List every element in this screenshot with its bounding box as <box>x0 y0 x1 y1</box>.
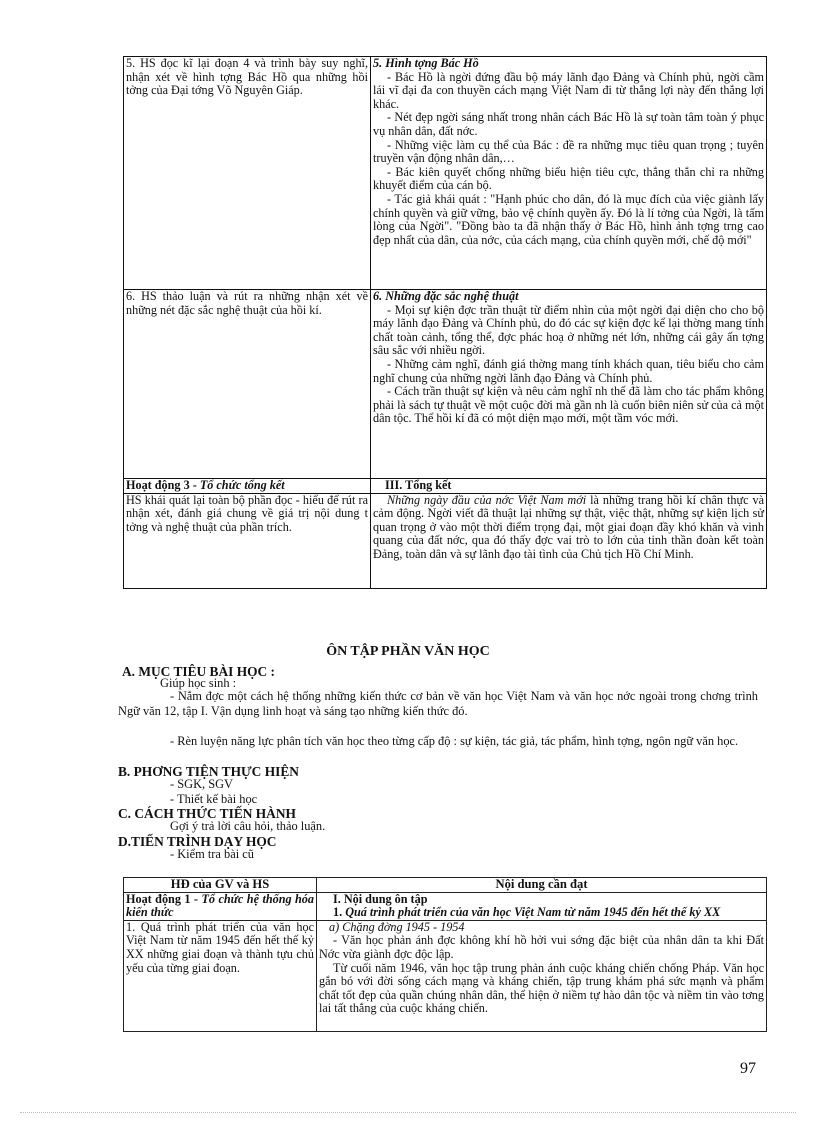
header-content: Nội dung cần đạt <box>317 878 767 893</box>
lesson-table-part1 <box>123 56 767 589</box>
page-footer-divider <box>20 1112 796 1113</box>
activity-text: HS khái quát lại toàn bộ phần đọc - hiểu để rút ra nhận xét, đánh giá chung về giá trị nội dung t tởng và nghệ thuật của phần trích. <box>126 492 368 534</box>
goal-paragraph: - Rèn luyện năng lực phân tích văn học theo từng cấp độ : sự kiện, tác giả, tác phẩm, hình tợng, ngôn ngữ văn học. <box>170 734 739 748</box>
content-heading: 5. Hình tợng Bác Hồ <box>373 56 479 70</box>
content-paragraph: - Bác Hồ là ngời đứng đầu bộ máy lãnh đạo Đảng và Chính phủ, ngời cầm lái vĩ đại đa con thuyền cách mạng Việt Nam đi từ thắng lợi này đến thắng lợi khác. <box>373 69 764 111</box>
page-number: 97 <box>740 1060 756 1077</box>
content-paragraph: - Cách trần thuật sự kiện và nêu cảm nghĩ nh thế đã làm cho tác phẩm không phải là sách tự thuật về một cuộc đời mà gần nh là cuốn biên niên sử của cả một dân tộc. Thể hồi kí đã có một diện mạo mới, một tầm vóc mới. <box>373 384 764 426</box>
table-row <box>124 493 767 588</box>
activity-cell <box>124 290 371 479</box>
activity-cell <box>124 493 371 588</box>
content-paragraph: - Mọi sự kiện đợc trần thuật từ điểm nhìn của một ngời đại diện cho cho bộ máy lãnh đạo Đảng và Chính phủ, do đó các sự kiện đợc kể lại thờng mang tính chất toàn cảnh, tổng thể, đợc phác hoạ ở những nét lớn, những cái gây ấn tợng sâu sắc với nhiều ngời. <box>373 302 764 358</box>
content-cell <box>371 290 767 479</box>
table-row <box>124 892 767 920</box>
section-a-heading: A. MỤC TIÊU BÀI HỌC : <box>122 664 276 679</box>
activity-heading-cell <box>124 479 371 494</box>
method-line: Gợi ý trả lời câu hỏi, thảo luận. <box>170 819 326 833</box>
work-title: Những ngày đầu của nớc Việt Nam mới <box>387 492 587 507</box>
content-paragraph: - Bác kiên quyết chống những biểu hiện tiêu cực, thẳng thắn chỉ ra những khuyết điểm của cán bộ. <box>373 164 764 193</box>
table-row <box>124 57 767 290</box>
activity-heading-italic: Tổ chức hệ thống hóa kiến thức <box>126 891 314 920</box>
section-c-heading: C. CÁCH THỨC TIẾN HÀNH <box>118 806 296 821</box>
table-row <box>124 920 767 1031</box>
section-b-heading: B. PHƠNG TIỆN THỰC HIỆN <box>118 764 299 779</box>
section-d-heading: D.TIẾN TRÌNH DẠY HỌC <box>118 834 277 849</box>
content-cell <box>371 493 767 588</box>
page-title: ÔN TẬP PHẦN VĂN HỌC <box>326 644 490 659</box>
resource-item: - Thiết kế bài học <box>170 792 258 806</box>
procedure-line: - Kiểm tra bài cũ <box>170 847 254 861</box>
stage-heading: a) Chặng đờng 1945 - 1954 <box>329 919 465 934</box>
activity-heading-italic: Tổ chức tổng kết <box>199 478 285 492</box>
content-paragraph: - Những cảm nghĩ, đánh giá thờng mang tính khách quan, tiêu biểu cho cảm nghĩ chung của những ngời lãnh đạo Đảng và Chính phủ. <box>373 356 764 385</box>
activity-text: 1. Quá trình phát triển của văn học Việt Nam từ năm 1945 đến hết thế kỷ XX những giai đoạn và thành tựu chủ yếu của từng giai đoạn. <box>126 919 314 975</box>
summary-text: là những trang hồi kí chân thực và cảm động. Ngời viết đã thuật lại những sự thật, việc thật, những sự kiện lịch sử quan trọng ở vào một thời điểm trọng đại, một giai đoạn đầy khó khăn và vinh quang của đất nớc, qua đó thấy đợc vai trò to lớn của tinh thần đoàn kết toàn Đảng, toàn dân và sự lãnh đạo tài tình của Chủ tịch Hồ Chí Minh. <box>373 492 764 561</box>
subsection-title: Quá trình phát triển của văn học Việt Nam từ năm 1945 đến hết thế kỷ XX <box>345 905 721 920</box>
activity-text: 6. HS thảo luận và rút ra những nhận xét về những nét đặc sắc nghệ thuật của hồi kí. <box>126 289 368 317</box>
activity-cell <box>124 920 317 1031</box>
table-row <box>124 290 767 479</box>
section-heading-cell <box>317 892 767 920</box>
activity-text: 5. HS đọc kĩ lại đoạn 4 và trình bày suy nghĩ, nhận xét về hình tợng Bác Hồ qua những hồi tởng của Đại tớng Võ Nguyên Giáp. <box>126 56 368 98</box>
content-heading: 6. Những đặc sắc nghệ thuật <box>373 289 519 303</box>
content-paragraph: - Những việc làm cụ thể của Bác : đề ra những mục tiêu quan trọng ; tuyên truyền vận động nhân dân,… <box>373 137 764 166</box>
activity-heading: Hoạt động 1 - <box>126 891 202 906</box>
goal-paragraph: - Nắm đợc một cách hệ thống những kiến thức cơ bản về văn học Việt Nam và văn học nớc ngoài trong chơng trình Ngữ văn 12, tập I. Vận dụng linh hoạt và sáng tạo những kiến thức đó. <box>118 689 758 718</box>
content-cell <box>317 920 767 1031</box>
subsection-number: 1. <box>333 905 346 920</box>
help-line: Giúp học sinh : <box>160 676 237 690</box>
section-heading: III. Tổng kết <box>385 478 452 492</box>
resource-item: - SGK, SGV <box>170 777 233 791</box>
content-paragraph: - Văn học phản ánh đợc không khí hồ hởi vui sớng đặc biệt của nhân dân ta khi Đất Nớc vừa giành đợc độc lập. <box>319 933 764 961</box>
content-paragraph: - Nét đẹp ngời sáng nhất trong nhân cách Bác Hồ là sự toàn tâm toàn ý phục vụ nhân dân, đất nớc. <box>373 110 764 138</box>
content-paragraph: - Tác giả khái quát : "Hạnh phúc cho dân, đó là mục đích của việc giành lấy chính quyền và giữ vững, bảo vệ chính quyền ấy. Đó là lí tởng của Ngời, là tấm lòng của Ngời". "Đồng bào ta đã nhận thấy ở Bác Hồ, hình ảnh tợng trng cao đẹp nhất của dân, của nớc, của cách mạng, của chính quyền mới, chế độ mới" <box>373 191 764 247</box>
activity-heading: Hoạt động 3 - <box>126 478 200 492</box>
content-cell <box>371 57 767 290</box>
table-row <box>124 479 767 494</box>
activity-cell <box>124 57 371 290</box>
activity-heading-cell <box>124 892 317 920</box>
header-activity: HĐ của GV và HS <box>124 878 317 893</box>
table-header-row <box>124 878 767 893</box>
section-heading-cell <box>371 479 767 494</box>
lesson-table-part2 <box>123 877 767 1032</box>
section-heading: I. Nội dung ôn tập <box>333 891 428 906</box>
content-paragraph: Từ cuối năm 1946, văn học tập trung phản ánh cuộc kháng chiến chống Pháp. Văn học gắn bó với đời sống cách mạng và kháng chiến, tập trung khám phá sức mạnh và phẩm chất tốt đẹp của quần chúng nhân dân, thể hiện ở niềm tự hào dân tộc và niềm tin vào tơng lai tất thắng của cuộc kháng chiến. <box>319 960 764 1016</box>
